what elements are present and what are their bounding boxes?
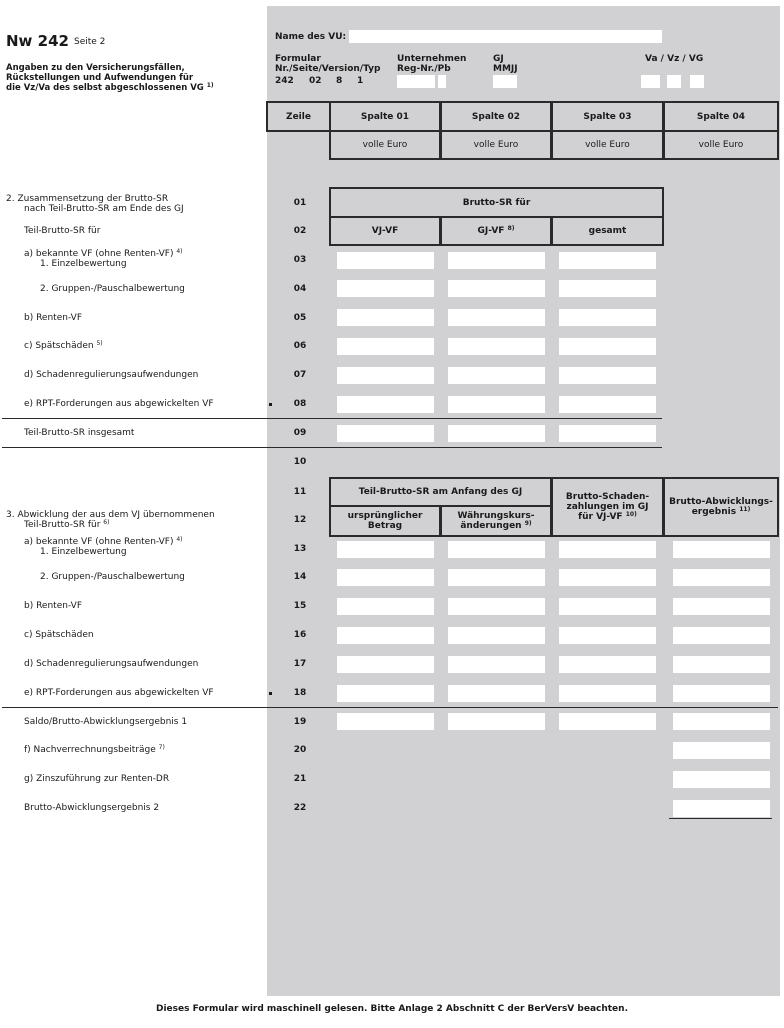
input-16-04[interactable] [673,627,770,644]
col-vj-vf-header: VJ-VF [329,216,441,246]
input-05-01[interactable] [337,309,434,326]
teil-brutto-sr-anfang-header: Teil-Brutto-SR am Anfang des GJ [329,477,552,507]
result-underline [669,818,772,819]
spalte-01-unit: volle Euro [329,130,441,160]
reg-nr-field[interactable] [397,75,435,88]
input-21-04[interactable] [673,771,770,788]
input-22-04[interactable] [673,800,770,817]
row-label: Brutto-Abwicklungsergebnis 2 [24,803,160,813]
col-urspruenglicher-betrag: ursprünglicher Betrag [329,505,441,537]
line-number: 12 [293,515,307,525]
line-number: 21 [293,774,307,784]
input-13-04[interactable] [673,541,770,558]
input-20-04[interactable] [673,742,770,759]
input-04-03[interactable] [559,280,656,297]
row-label: b) Renten-VF [24,313,82,323]
row-label: d) Schadenregulierungsaufwendungen [24,659,199,669]
input-13-03[interactable] [559,541,656,558]
zeile-header: Zeile [266,101,331,132]
brutto-sr-group-header: Brutto-SR für [329,187,664,218]
input-18-01[interactable] [337,685,434,702]
section2-title: 2. Zusammensetzung der Brutto-SR nach Teil-Brutto-SR am Ende des GJ [6,194,184,214]
formular-value-version: 8 [336,76,343,86]
gj-field[interactable] [493,75,517,88]
input-14-03[interactable] [559,569,656,586]
input-07-02[interactable] [448,367,545,384]
col-gesamt-header: gesamt [551,216,664,246]
va-vz-vg-label: Va / Vz / VG [645,54,704,64]
input-19-04[interactable] [673,713,770,730]
input-06-03[interactable] [559,338,656,355]
line-number: 09 [293,428,307,438]
row-label: a) bekannte VF (ohne Renten-VF) $^{4)}$ 1. Einzelbewertung [24,536,183,557]
input-09-01[interactable] [337,425,434,442]
line-number: 20 [293,745,307,755]
col-brutto-schadenzahlungen: Brutto-Schaden- zahlungen im GJ für VJ-VF $^{10)}$ [551,477,664,537]
formular-value-typ: 1 [357,76,364,86]
input-08-02[interactable] [448,396,545,413]
input-18-02[interactable] [448,685,545,702]
separator-line [2,707,778,708]
row-label: c) Spätschäden [24,630,94,640]
line-number: 11 [293,487,307,497]
input-19-01[interactable] [337,713,434,730]
col-brutto-abwicklungsergebnis: Brutto-Abwicklungs- ergebnis $^{11)}$ [663,477,779,537]
input-03-03[interactable] [559,252,656,269]
vg-field[interactable] [690,75,704,88]
col-gj-vf-header: GJ-VF $^{8)}$ [440,216,552,246]
row-label: g) Zinszuführung zur Renten-DR [24,774,170,784]
section3-title: 3. Abwicklung der aus dem VJ übernommenen Teil-Brutto-SR für $^{6)}$ [6,510,215,530]
line-number: 07 [293,370,307,380]
input-17-03[interactable] [559,656,656,673]
input-14-04[interactable] [673,569,770,586]
line-number: 15 [293,601,307,611]
row-label: e) RPT-Forderungen aus abgewickelten VF [24,688,214,698]
row-label: Saldo/Brutto-Abwicklungsergebnis 1 [24,717,188,727]
line-number: 16 [293,630,307,640]
form-id: Nw 242 [6,32,69,50]
row-label: f) Nachverrechnungsbeiträge $^{7)}$ [24,744,165,755]
spalte-02-unit: volle Euro [440,130,552,160]
pb-field[interactable] [438,75,446,88]
line-number: 22 [293,803,307,813]
line-number: 10 [293,457,307,467]
row-label: 2. Gruppen-/Pauschalbewertung [40,572,185,582]
line-number: 06 [293,341,307,351]
input-17-01[interactable] [337,656,434,673]
spalte-03-unit: volle Euro [551,130,664,160]
line-number: 17 [293,659,307,669]
input-16-03[interactable] [559,627,656,644]
line-number: 03 [293,255,307,265]
vz-field[interactable] [667,75,681,88]
line-number: 13 [293,544,307,554]
input-07-03[interactable] [559,367,656,384]
va-field[interactable] [641,75,660,88]
page-number: Seite 2 [74,37,106,47]
input-14-02[interactable] [448,569,545,586]
separator-line [2,418,662,419]
row-label: d) Schadenregulierungsaufwendungen [24,370,199,380]
input-15-01[interactable] [337,598,434,615]
formular-label: Formular Nr./Seite/Version/Typ [275,54,381,74]
input-09-02[interactable] [448,425,545,442]
section2-subtitle: Teil-Brutto-SR für [24,226,101,236]
line-number: 01 [293,198,307,208]
line-number: 02 [293,226,307,236]
input-15-02[interactable] [448,598,545,615]
input-09-03[interactable] [559,425,656,442]
separator-line [2,447,662,448]
input-05-03[interactable] [559,309,656,326]
company-name-label: Name des VU: [275,32,347,42]
col-waehrungskursaenderungen: Währungskurs- änderungen $^{9)}$ [440,505,552,537]
input-19-03[interactable] [559,713,656,730]
input-18-04[interactable] [673,685,770,702]
spalte-04-header: Spalte 04 [663,101,779,132]
input-14-01[interactable] [337,569,434,586]
input-15-03[interactable] [559,598,656,615]
input-04-01[interactable] [337,280,434,297]
gj-label: GJ MMJJ [493,54,518,74]
input-16-01[interactable] [337,627,434,644]
input-03-01[interactable] [337,252,434,269]
input-16-02[interactable] [448,627,545,644]
formular-value-seite: 02 [309,76,322,86]
row-marker [269,403,272,406]
input-08-03[interactable] [559,396,656,413]
form-description: Angaben zu den Versicherungsfällen, Rückstellungen und Aufwendungen für die Vz/Va des selbst abgeschlossenen VG $^{1)}$ [6,63,214,93]
row-label: c) Spätschäden $^{5)}$ [24,340,103,351]
row-label: b) Renten-VF [24,601,82,611]
input-06-02[interactable] [448,338,545,355]
line-number: 18 [293,688,307,698]
spalte-02-header: Spalte 02 [440,101,552,132]
line-number: 19 [293,717,307,727]
line-number: 04 [293,284,307,294]
row-label: a) bekannte VF (ohne Renten-VF) $^{4)}$ 1. Einzelbewertung [24,248,183,269]
spalte-04-unit: volle Euro [663,130,779,160]
spalte-03-header: Spalte 03 [551,101,664,132]
footer-note: Dieses Formular wird maschinell gelesen. Bitte Anlage 2 Abschnitt C der BerVersV beachten. [155,1004,628,1014]
row-marker [269,692,272,695]
input-17-02[interactable] [448,656,545,673]
input-13-01[interactable] [337,541,434,558]
input-06-01[interactable] [337,338,434,355]
unternehmen-label: Unternehmen Reg-Nr./Pb [397,54,467,74]
line-number: 08 [293,399,307,409]
input-07-01[interactable] [337,367,434,384]
spalte-01-header: Spalte 01 [329,101,441,132]
company-name-field[interactable] [349,30,662,43]
row-label: Teil-Brutto-SR insgesamt [24,428,135,438]
line-number: 14 [293,572,307,582]
input-17-04[interactable] [673,656,770,673]
input-05-02[interactable] [448,309,545,326]
row-label: e) RPT-Forderungen aus abgewickelten VF [24,399,214,409]
row-label: 2. Gruppen-/Pauschalbewertung [40,284,185,294]
input-19-02[interactable] [448,713,545,730]
line-number: 05 [293,313,307,323]
input-03-02[interactable] [448,252,545,269]
input-08-01[interactable] [337,396,434,413]
input-13-02[interactable] [448,541,545,558]
input-15-04[interactable] [673,598,770,615]
input-18-03[interactable] [559,685,656,702]
input-04-02[interactable] [448,280,545,297]
formular-value-nr: 242 [275,76,294,86]
